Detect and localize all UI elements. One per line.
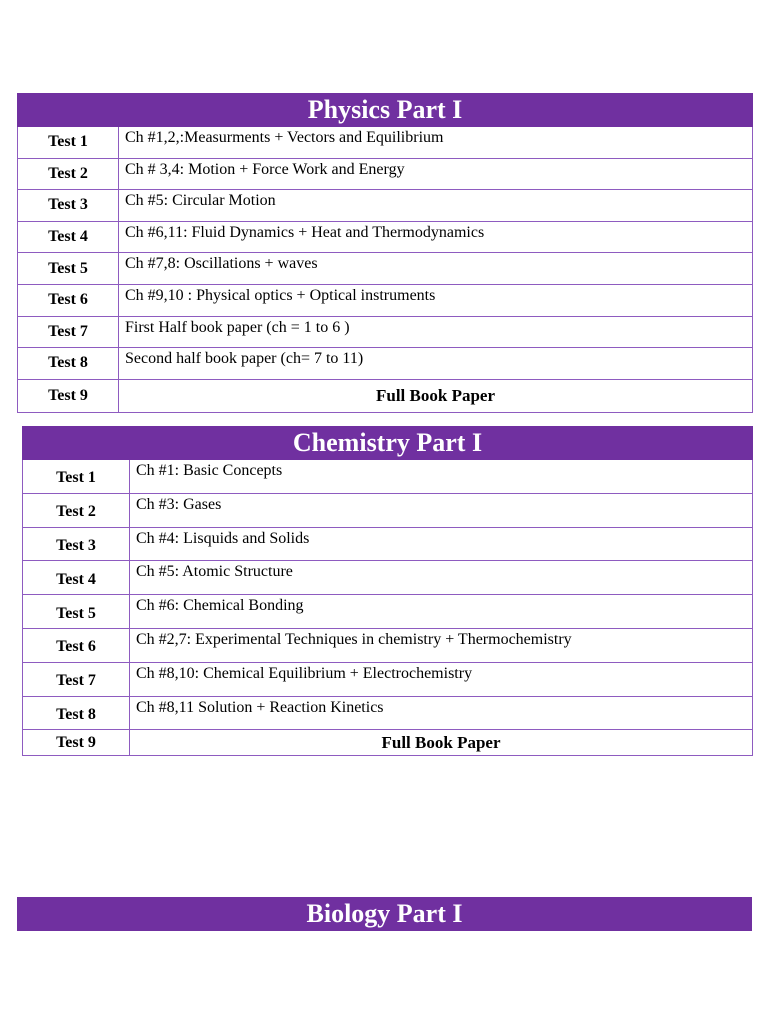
biology-title: Biology Part I [17,897,752,931]
test-label: Test 4 [18,221,119,253]
test-label: Test 2 [18,158,119,190]
chemistry-title: Chemistry Part I [23,427,753,460]
test-label: Test 1 [23,460,130,494]
test-topic: Ch # 3,4: Motion + Force Work and Energy [119,158,753,190]
physics-schedule-table [17,93,753,413]
test-topic: Ch #1,2,:Measurments + Vectors and Equilibrium [119,127,753,159]
test-label: Test 3 [23,527,130,561]
test-topic: Ch #4: Lisquids and Solids [130,527,753,561]
test-label: Test 3 [18,190,119,222]
test-topic: Ch #3: Gases [130,493,753,527]
physics-title: Physics Part I [18,94,753,127]
table-row [18,316,753,348]
table-row [18,284,753,316]
test-label: Test 2 [23,493,130,527]
test-topic: Ch #6: Chemical Bonding [130,595,753,629]
test-topic: Second half book paper (ch= 7 to 11) [119,348,753,380]
test-topic: Ch #5: Circular Motion [119,190,753,222]
table-row [18,221,753,253]
test-topic: Ch #8,11 Solution + Reaction Kinetics [130,696,753,730]
test-topic: Ch #8,10: Chemical Equilibrium + Electrochemistry [130,662,753,696]
test-label: Test 6 [18,284,119,316]
test-topic: First Half book paper (ch = 1 to 6 ) [119,316,753,348]
test-label: Test 1 [18,127,119,159]
test-topic: Ch #1: Basic Concepts [130,460,753,494]
table-row [23,662,753,696]
test-label: Test 4 [23,561,130,595]
test-label: Test 8 [23,696,130,730]
test-label: Test 9 [23,730,130,756]
test-topic: Full Book Paper [119,379,753,412]
table-row [18,379,753,412]
test-label: Test 5 [18,253,119,285]
table-row [18,158,753,190]
test-topic: Ch #7,8: Oscillations + waves [119,253,753,285]
table-row [23,628,753,662]
table-row [18,253,753,285]
table-row [18,348,753,380]
table-row [23,493,753,527]
test-label: Test 8 [18,348,119,380]
table-row [23,561,753,595]
table-row [23,730,753,756]
table-row [18,127,753,159]
table-row [23,460,753,494]
table-row [23,595,753,629]
test-topic: Ch #2,7: Experimental Techniques in chemistry + Thermochemistry [130,628,753,662]
test-label: Test 9 [18,379,119,412]
chemistry-schedule-table [22,426,753,756]
table-row [18,190,753,222]
test-topic: Full Book Paper [130,730,753,756]
table-row [23,527,753,561]
test-topic: Ch #9,10 : Physical optics + Optical instruments [119,284,753,316]
test-topic: Ch #6,11: Fluid Dynamics + Heat and Thermodynamics [119,221,753,253]
test-label: Test 7 [23,662,130,696]
test-label: Test 7 [18,316,119,348]
test-topic: Ch #5: Atomic Structure [130,561,753,595]
test-label: Test 6 [23,628,130,662]
test-label: Test 5 [23,595,130,629]
table-row [23,696,753,730]
